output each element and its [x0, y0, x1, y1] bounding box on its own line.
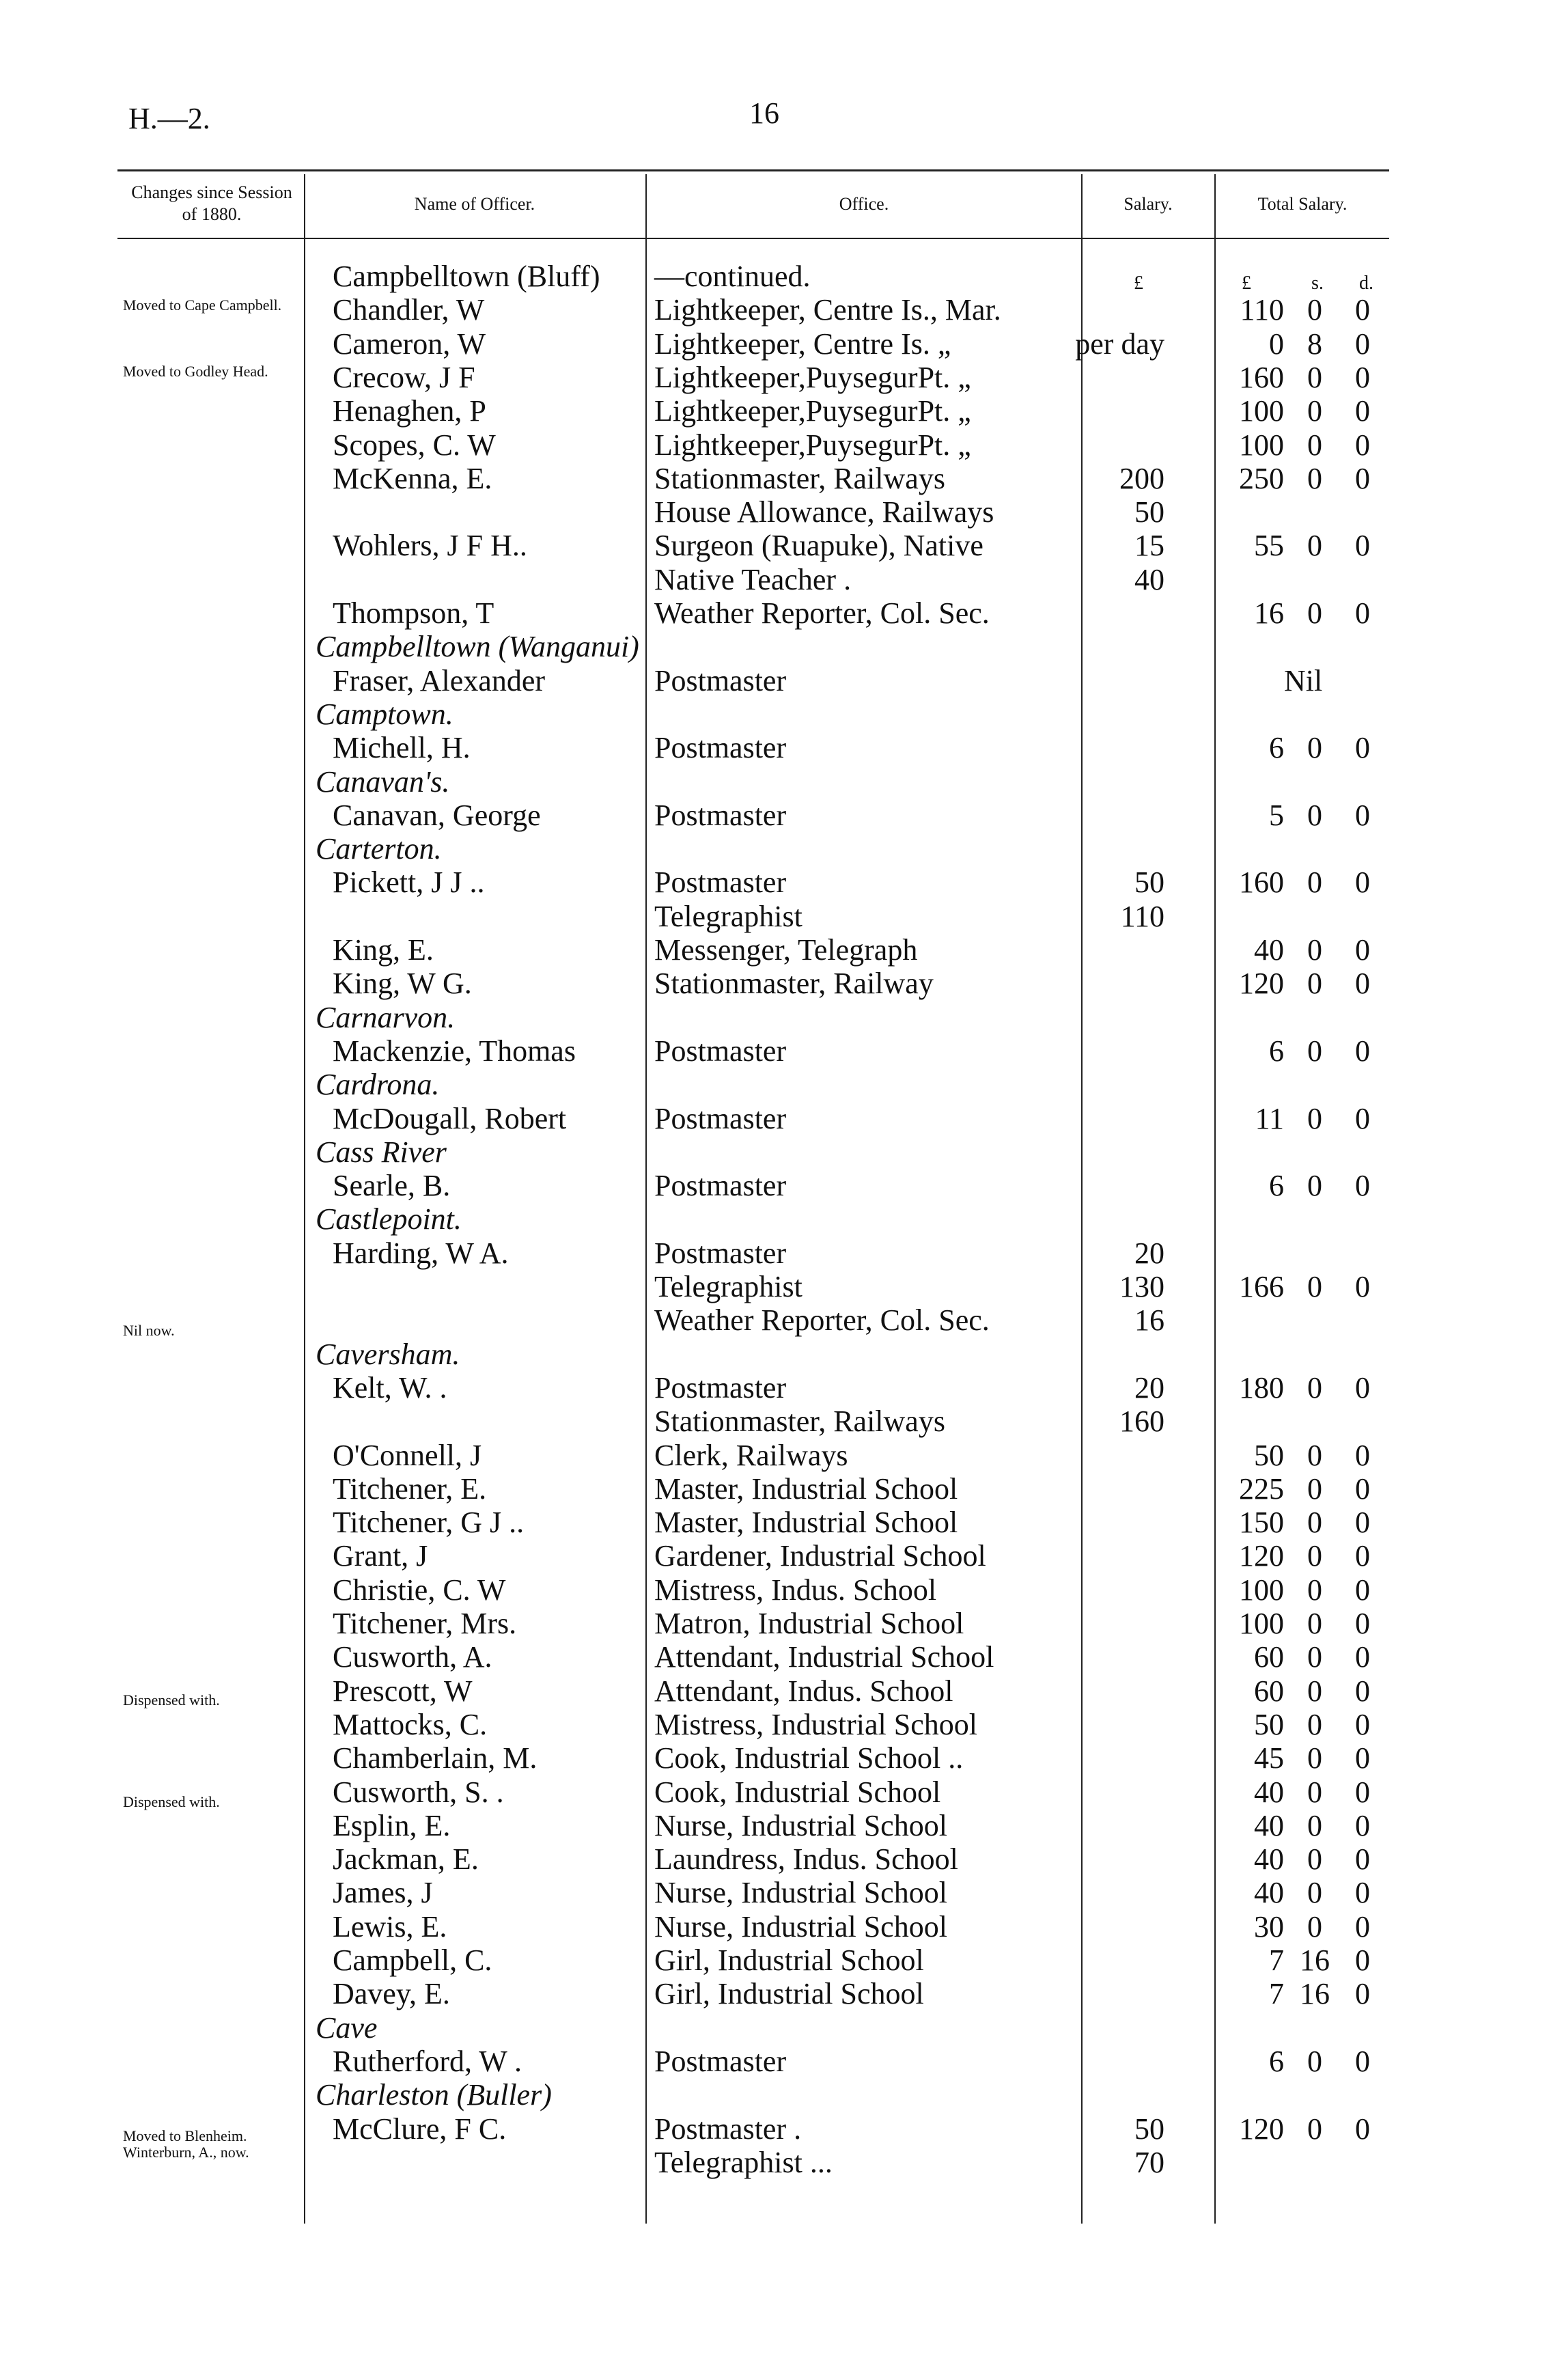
officer-name: O'Connell, J — [333, 1438, 482, 1472]
salary-value: 15 — [1134, 529, 1164, 563]
total-pence: 0 — [1355, 529, 1370, 563]
office-title: Lightkeeper,PuysegurPt. „ — [654, 428, 971, 462]
place-name: Cardrona. — [316, 1068, 440, 1102]
officer-name: Titchener, Mrs. — [333, 1607, 517, 1640]
total-pence: 0 — [1355, 933, 1370, 967]
table-row — [0, 327, 1549, 361]
office-title: Postmaster — [654, 1034, 787, 1068]
table-row — [0, 495, 1549, 529]
office-title: Laundress, Indus. School — [654, 1842, 958, 1877]
officer-name: Prescott, W — [333, 1674, 473, 1708]
note: Dispensed with. — [123, 1691, 220, 1708]
salary-value: 110 — [1120, 899, 1164, 933]
table-row — [0, 1876, 1549, 1910]
total-shillings: 0 — [1307, 2044, 1322, 2078]
total-pounds: 5 — [1269, 798, 1284, 832]
total-pounds: 150 — [1239, 1506, 1284, 1540]
table-row — [0, 1539, 1549, 1573]
place-name: Carnarvon. — [316, 1000, 456, 1034]
table-row — [0, 1270, 1549, 1304]
office-title: Telegraphist ... — [654, 2145, 833, 2179]
total-pence: 0 — [1355, 1539, 1370, 1573]
col-name: Name of Officer. — [414, 194, 535, 214]
office-title: Stationmaster, Railways — [654, 461, 945, 495]
total-shillings: 0 — [1307, 1370, 1322, 1405]
total-pounds: 30 — [1254, 1909, 1284, 1943]
total-pounds: 60 — [1254, 1674, 1284, 1708]
total-shillings: 0 — [1307, 2112, 1322, 2146]
total-pounds: 6 — [1269, 731, 1284, 765]
total-pounds: 6 — [1269, 1034, 1284, 1068]
total-pence: 0 — [1355, 1876, 1370, 1910]
total-pence: 0 — [1355, 461, 1370, 495]
officer-name: Mattocks, C. — [333, 1707, 488, 1741]
total-pounds: 100 — [1239, 428, 1284, 462]
officer-name: Campbelltown (Bluff) — [333, 260, 600, 293]
table-row — [0, 2045, 1549, 2079]
total-shillings: 0 — [1307, 1775, 1322, 1809]
total-shillings: 0 — [1307, 1674, 1322, 1708]
total-pence: 0 — [1355, 428, 1370, 462]
table-row — [0, 1034, 1549, 1068]
total-pounds: 55 — [1254, 529, 1284, 563]
table-row — [0, 1102, 1549, 1136]
place-name: Camptown. — [316, 697, 453, 731]
officer-name: Titchener, G J .. — [333, 1506, 525, 1540]
total-shillings: 0 — [1307, 529, 1322, 563]
officer-name: King, E. — [333, 933, 434, 967]
place-heading-row — [0, 1001, 1549, 1035]
total-shillings: 0 — [1307, 866, 1322, 900]
table-row — [0, 1640, 1549, 1674]
table-row — [0, 462, 1549, 496]
office-title: Postmaster — [654, 866, 787, 900]
table-row — [0, 1573, 1549, 1607]
unit-shillings: s. — [1311, 273, 1324, 294]
officer-name: Cameron, W — [333, 327, 486, 361]
office-title: Master, Industrial School — [654, 1471, 958, 1506]
office-title: Surgeon (Ruapuke), Native — [654, 529, 983, 563]
place-name: Caversham. — [316, 1337, 460, 1371]
table-row — [0, 1439, 1549, 1473]
officer-name: Thompson, T — [333, 596, 494, 630]
total-shillings: 0 — [1307, 428, 1322, 462]
officer-name: Cusworth, S. . — [333, 1775, 504, 1809]
total-pounds: 120 — [1239, 967, 1284, 1001]
total-pence: 0 — [1355, 1370, 1370, 1405]
office-title: Postmaster — [654, 1236, 787, 1270]
table-row — [0, 1472, 1549, 1506]
col-changes: Changes since Session of 1880. — [131, 182, 292, 224]
total-pounds: 16 — [1254, 596, 1284, 630]
total-shillings: 16 — [1300, 1943, 1330, 1977]
total-pounds: 250 — [1239, 461, 1284, 495]
salary-value: 16 — [1134, 1303, 1164, 1338]
officer-name: Davey, E. — [333, 1977, 450, 2011]
total-shillings: 0 — [1307, 967, 1322, 1001]
officer-name: Kelt, W. . — [333, 1370, 447, 1405]
total-shillings: 0 — [1307, 731, 1322, 765]
total-shillings: 0 — [1307, 1539, 1322, 1573]
office-title: Mistress, Indus. School — [654, 1573, 937, 1607]
officer-name: McClure, F C. — [333, 2112, 507, 2146]
total-shillings: 0 — [1307, 1471, 1322, 1506]
total-pence: 0 — [1355, 1506, 1370, 1540]
office-title: Postmaster — [654, 663, 787, 697]
total-pounds: 45 — [1254, 1741, 1284, 1775]
salary-value: 50 — [1134, 866, 1164, 900]
office-title: Cook, Industrial School — [654, 1775, 941, 1809]
office-title: —continued. — [654, 260, 811, 293]
officer-name: Wohlers, J F H.. — [333, 529, 527, 563]
salary-value: 20 — [1134, 1370, 1164, 1405]
table-row — [0, 900, 1549, 934]
note: Moved to Blenheim. Winterburn, A., now. — [123, 2127, 249, 2161]
total-shillings: 0 — [1307, 1607, 1322, 1640]
office-title: Postmaster . — [654, 2112, 802, 2146]
total-pence: 0 — [1355, 1977, 1370, 2011]
top-rule — [117, 169, 1389, 171]
officer-name: McKenna, E. — [333, 461, 492, 495]
office-title: Cook, Industrial School .. — [654, 1741, 964, 1775]
col-office: Office. — [839, 194, 889, 214]
note: Moved to Godley Head. — [123, 363, 268, 380]
total-pounds: 166 — [1239, 1270, 1284, 1303]
unit-salary: £ — [1134, 273, 1143, 294]
total-pence: 0 — [1355, 2044, 1370, 2078]
total-pence: 0 — [1355, 1034, 1370, 1068]
office-title: Postmaster — [654, 731, 787, 765]
officer-name: Christie, C. W — [333, 1573, 506, 1607]
total-pounds: 180 — [1239, 1370, 1284, 1405]
place-name: Cave — [316, 2010, 378, 2045]
total-pence: 0 — [1355, 2112, 1370, 2146]
officer-name: Chandler, W — [333, 293, 485, 327]
total-pence: 0 — [1355, 967, 1370, 1001]
total-pence: 0 — [1355, 731, 1370, 765]
place-heading-row — [0, 765, 1549, 799]
total-pounds: 7 — [1269, 1943, 1284, 1977]
officer-name: Titchener, E. — [333, 1471, 487, 1506]
officer-name: Harding, W A. — [333, 1236, 509, 1270]
total-pounds: 40 — [1254, 1775, 1284, 1809]
total-pounds: 0 — [1269, 327, 1284, 361]
table-row — [0, 1405, 1549, 1439]
total-shillings: 0 — [1307, 1707, 1322, 1741]
total-pounds: 160 — [1239, 866, 1284, 900]
total-shillings: 0 — [1307, 1101, 1322, 1135]
total-shillings: 0 — [1307, 1842, 1322, 1877]
total-pence: 0 — [1355, 1909, 1370, 1943]
total-pence: 0 — [1355, 596, 1370, 630]
office-title: Gardener, Industrial School — [654, 1539, 986, 1573]
salary-value: 40 — [1134, 562, 1164, 596]
total-shillings: 0 — [1307, 1270, 1322, 1303]
table-row — [0, 664, 1549, 698]
total-pence: 0 — [1355, 1943, 1370, 1977]
salary-value: per day — [1075, 327, 1164, 361]
office-title: Attendant, Industrial School — [654, 1640, 994, 1674]
total-pounds: 120 — [1239, 1539, 1284, 1573]
salary-value: 130 — [1119, 1270, 1164, 1303]
office-title: Postmaster — [654, 1370, 787, 1405]
office-title: Postmaster — [654, 1101, 787, 1135]
total-nil: Nil — [1284, 663, 1323, 697]
total-pence: 0 — [1355, 1775, 1370, 1809]
table-row — [0, 933, 1549, 967]
office-title: Nurse, Industrial School — [654, 1808, 947, 1842]
place-name: Canavan's. — [316, 764, 450, 799]
total-shillings: 0 — [1307, 1640, 1322, 1674]
total-pence: 0 — [1355, 1169, 1370, 1203]
total-shillings: 0 — [1307, 1438, 1322, 1472]
total-shillings: 8 — [1307, 327, 1322, 361]
total-pence: 0 — [1355, 394, 1370, 428]
officer-name: Scopes, C. W — [333, 428, 496, 462]
total-pence: 0 — [1355, 360, 1370, 394]
office-title: Matron, Industrial School — [654, 1607, 964, 1640]
total-pence: 0 — [1355, 1808, 1370, 1842]
table-row — [0, 1910, 1549, 1944]
place-heading-row — [0, 832, 1549, 866]
header-rule — [117, 238, 1389, 239]
col-total: Total Salary. — [1257, 194, 1348, 214]
total-shillings: 0 — [1307, 360, 1322, 394]
total-pence: 0 — [1355, 1270, 1370, 1303]
officer-name: James, J — [333, 1876, 433, 1910]
office-title: Lightkeeper, Centre Is. „ — [654, 327, 951, 361]
office-title: Lightkeeper, Centre Is., Mar. — [654, 293, 1001, 327]
total-shillings: 0 — [1307, 461, 1322, 495]
total-shillings: 0 — [1307, 933, 1322, 967]
officer-name: Rutherford, W . — [333, 2044, 522, 2078]
place-heading-row — [0, 2078, 1549, 2112]
table-row — [0, 394, 1549, 428]
place-heading-row — [0, 697, 1549, 732]
table-row — [0, 563, 1549, 597]
office-title: Nurse, Industrial School — [654, 1876, 947, 1910]
note: Moved to Cape Campbell. — [123, 296, 282, 314]
total-shillings: 0 — [1307, 1034, 1322, 1068]
officer-name: Canavan, George — [333, 798, 541, 832]
table-row — [0, 1607, 1549, 1641]
table-row — [0, 1741, 1549, 1775]
total-pounds: 100 — [1239, 1607, 1284, 1640]
total-shillings: 0 — [1307, 1741, 1322, 1775]
table-row — [0, 1371, 1549, 1405]
office-title: Stationmaster, Railway — [654, 967, 934, 1001]
office-title: Girl, Industrial School — [654, 1943, 924, 1977]
total-shillings: 0 — [1307, 798, 1322, 832]
total-pence: 0 — [1355, 866, 1370, 900]
officer-name: Cusworth, A. — [333, 1640, 492, 1674]
doc-ref: H.—2. — [128, 102, 210, 135]
place-heading-row — [0, 1135, 1549, 1170]
office-title: Nurse, Industrial School — [654, 1909, 947, 1943]
place-heading-row — [0, 2011, 1549, 2045]
table-row — [0, 529, 1549, 563]
total-pence: 0 — [1355, 1741, 1370, 1775]
total-pence: 0 — [1355, 1471, 1370, 1506]
col-salary: Salary. — [1124, 194, 1173, 214]
place-heading-row — [0, 630, 1549, 664]
place-name: Cass River — [316, 1135, 447, 1169]
total-pounds: 100 — [1239, 394, 1284, 428]
total-pounds: 120 — [1239, 2112, 1284, 2146]
total-pounds: 60 — [1254, 1640, 1284, 1674]
office-title: Lightkeeper,PuysegurPt. „ — [654, 394, 971, 428]
total-pounds: 40 — [1254, 1876, 1284, 1910]
office-title: Girl, Industrial School — [654, 1977, 924, 2011]
office-title: Stationmaster, Railways — [654, 1405, 945, 1439]
total-pounds: 50 — [1254, 1707, 1284, 1741]
total-pence: 0 — [1355, 327, 1370, 361]
table-row — [0, 1943, 1549, 1978]
office-title: Postmaster — [654, 2044, 787, 2078]
place-name: Campbelltown (Wanganui) — [316, 630, 639, 664]
table-row — [0, 1842, 1549, 1877]
officer-name: Grant, J — [333, 1539, 428, 1573]
office-title: Telegraphist — [654, 899, 803, 933]
officer-name: Henaghen, P — [333, 394, 486, 428]
total-pence: 0 — [1355, 1640, 1370, 1674]
officer-name: King, W G. — [333, 967, 472, 1001]
total-pence: 0 — [1355, 1101, 1370, 1135]
officer-name: Searle, B. — [333, 1169, 451, 1203]
table-row — [0, 1506, 1549, 1540]
table-row — [0, 731, 1549, 765]
table-row — [0, 866, 1549, 900]
total-pence: 0 — [1355, 1573, 1370, 1607]
office-title: Master, Industrial School — [654, 1506, 958, 1540]
total-pounds: 225 — [1239, 1471, 1284, 1506]
total-shillings: 0 — [1307, 1808, 1322, 1842]
total-pence: 0 — [1355, 798, 1370, 832]
table-row — [0, 799, 1549, 833]
place-name: Castlepoint. — [316, 1202, 462, 1236]
table-row — [0, 1977, 1549, 2011]
officer-name: McDougall, Robert — [333, 1101, 567, 1135]
unit-pence: d. — [1359, 273, 1373, 294]
total-shillings: 16 — [1300, 1977, 1330, 2011]
page-number: 16 — [749, 96, 779, 130]
place-heading-row — [0, 1202, 1549, 1236]
total-pounds: 50 — [1254, 1438, 1284, 1472]
table-row — [0, 967, 1549, 1001]
officer-name: Crecow, J F — [333, 360, 475, 394]
salary-value: 70 — [1134, 2145, 1164, 2179]
office-title: Weather Reporter, Col. Sec. — [654, 596, 990, 630]
total-pence: 0 — [1355, 1707, 1370, 1741]
total-pence: 0 — [1355, 1438, 1370, 1472]
officer-name: Michell, H. — [333, 731, 471, 765]
total-pounds: 40 — [1254, 1808, 1284, 1842]
table-row — [0, 1236, 1549, 1271]
total-shillings: 0 — [1307, 293, 1322, 327]
place-name: Charleston (Buller) — [316, 2078, 552, 2112]
place-heading-row — [0, 1068, 1549, 1102]
place-name: Carterton. — [316, 832, 442, 866]
total-pence: 0 — [1355, 1674, 1370, 1708]
total-pounds: 40 — [1254, 933, 1284, 967]
total-pence: 0 — [1355, 293, 1370, 327]
office-title: Attendant, Indus. School — [654, 1674, 953, 1708]
total-shillings: 0 — [1307, 1876, 1322, 1910]
total-shillings: 0 — [1307, 1909, 1322, 1943]
office-title: Mistress, Industrial School — [654, 1707, 977, 1741]
total-pounds: 40 — [1254, 1842, 1284, 1877]
table-row — [0, 596, 1549, 631]
total-shillings: 0 — [1307, 1506, 1322, 1540]
officer-name: Esplin, E. — [333, 1808, 451, 1842]
officer-name: Mackenzie, Thomas — [333, 1034, 576, 1068]
salary-value: 160 — [1119, 1405, 1164, 1439]
officer-name: Chamberlain, M. — [333, 1741, 538, 1775]
office-title: Weather Reporter, Col. Sec. — [654, 1303, 990, 1338]
total-pounds: 6 — [1269, 2044, 1284, 2078]
officer-name: Lewis, E. — [333, 1909, 447, 1943]
total-pounds: 11 — [1255, 1101, 1284, 1135]
table-row — [0, 428, 1549, 462]
total-shillings: 0 — [1307, 596, 1322, 630]
officer-name: Campbell, C. — [333, 1943, 492, 1977]
total-pence: 0 — [1355, 1842, 1370, 1877]
salary-value: 50 — [1134, 495, 1164, 529]
total-pounds: 6 — [1269, 1169, 1284, 1203]
total-shillings: 0 — [1307, 394, 1322, 428]
salary-value: 200 — [1119, 461, 1164, 495]
officer-name: Pickett, J J .. — [333, 866, 485, 900]
office-title: Messenger, Telegraph — [654, 933, 918, 967]
salary-value: 20 — [1134, 1236, 1164, 1270]
office-title: Clerk, Railways — [654, 1438, 848, 1472]
total-pounds: 7 — [1269, 1977, 1284, 2011]
total-pounds: 100 — [1239, 1573, 1284, 1607]
total-shillings: 0 — [1307, 1169, 1322, 1203]
office-title: Lightkeeper,PuysegurPt. „ — [654, 360, 971, 394]
officer-name: Fraser, Alexander — [333, 663, 546, 697]
total-shillings: 0 — [1307, 1573, 1322, 1607]
table-row — [0, 1169, 1549, 1203]
unit-pounds: £ — [1242, 273, 1251, 294]
total-pounds: 160 — [1239, 360, 1284, 394]
office-title: House Allowance, Railways — [654, 495, 994, 529]
total-pounds: 110 — [1240, 293, 1284, 327]
office-title: Postmaster — [654, 798, 787, 832]
total-pence: 0 — [1355, 1607, 1370, 1640]
table-row — [0, 260, 1549, 294]
office-title: Native Teacher . — [654, 562, 852, 596]
officer-name: Jackman, E. — [333, 1842, 479, 1877]
note: Dispensed with. — [123, 1793, 220, 1810]
salary-value: 50 — [1134, 2112, 1164, 2146]
note: Nil now. — [123, 1322, 175, 1339]
office-title: Telegraphist — [654, 1270, 803, 1303]
office-title: Postmaster — [654, 1169, 787, 1203]
